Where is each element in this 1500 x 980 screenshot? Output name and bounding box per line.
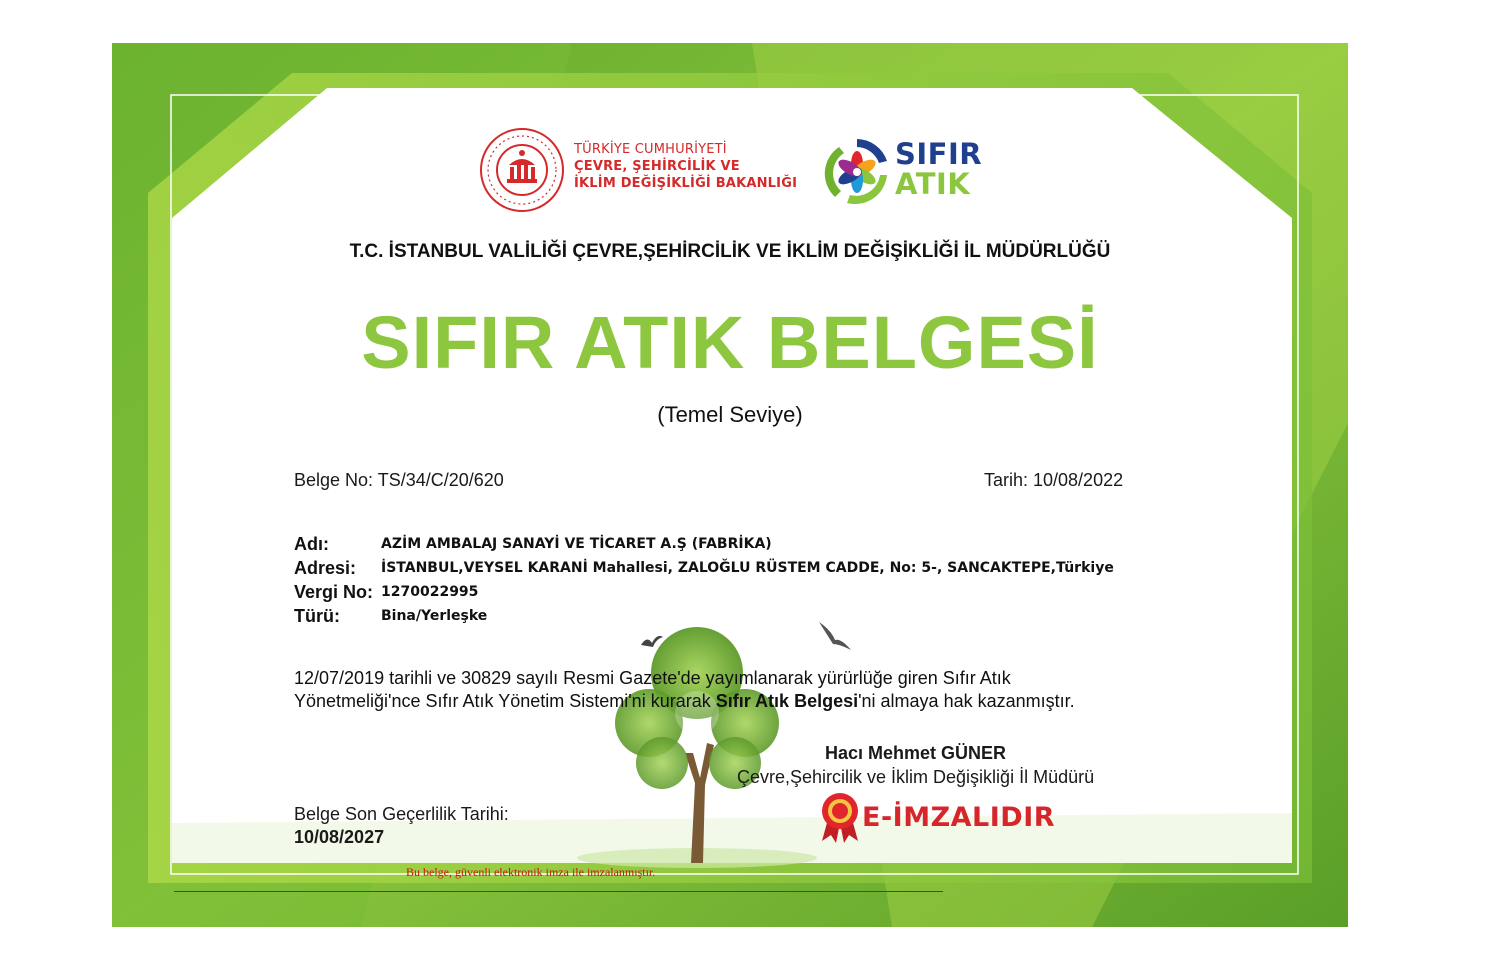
tax-number-value: 1270022995 xyxy=(381,584,479,600)
validity-date: 10/08/2027 xyxy=(294,827,385,847)
validity-label: Belge Son Geçerlilik Tarihi: xyxy=(294,804,509,824)
certificate-title: SIFIR ATIK BELGESİ xyxy=(361,301,1099,384)
zero-waste-logo-text xyxy=(895,139,982,199)
bird-icon xyxy=(817,620,853,652)
ministry-line-1: TÜRKİYE CUMHURİYETİ xyxy=(574,142,727,157)
address-label: Adresi: xyxy=(294,558,357,578)
name-label: Adı: xyxy=(294,534,329,554)
certificate-level: (Temel Seviye) xyxy=(657,402,803,427)
signer-name: Hacı Mehmet GÜNER xyxy=(825,743,1007,763)
statement-line-2 xyxy=(294,690,1144,713)
statement-line-1: 12/07/2019 tarihli ve 30829 sayılı Resmi Gazete'de yayımlanarak yürürlüğe giren Sıfır Atık xyxy=(294,668,1011,688)
zero-waste-word-2: ATIK xyxy=(895,167,971,201)
tax-number-label: Vergi No: xyxy=(294,582,374,602)
footer-divider xyxy=(174,891,943,892)
ministry-line-2: ÇEVRE, ŞEHİRCİLİK VE xyxy=(574,159,740,174)
address-value: İSTANBUL,VEYSEL KARANİ Mahallesi, ZALOĞLU RÜSTEM CADDE, No: 5-, SANCAKTEPE,Türkiye xyxy=(381,560,1114,576)
zero-waste-logo-icon xyxy=(821,135,893,207)
directorate-heading: T.C. İSTANBUL VALİLİĞİ ÇEVRE,ŞEHİRCİLİK VE İKLİM DEĞİŞİKLİĞİ İL MÜDÜRLÜĞÜ xyxy=(349,241,1111,262)
statement-line-2-bold: Sıfır Atık Belgesi xyxy=(715,691,859,711)
e-signature-stamp: E-İMZALIDIR xyxy=(862,802,1056,833)
ministry-emblem-icon xyxy=(479,127,565,213)
statement-line-2-suffix: 'ni almaya hak kazanmıştır. xyxy=(858,691,1075,711)
certificate-statement xyxy=(294,667,1144,713)
type-label: Türü: xyxy=(294,606,340,626)
ministry-name xyxy=(574,141,797,192)
ministry-line-3: İKLİM DEĞİŞİKLİĞİ BAKANLIĞI xyxy=(574,176,798,191)
footer-note: Bu belge, güvenli elektronik imza ile imzalanmıştır. xyxy=(406,865,656,879)
type-value: Bina/Yerleşke xyxy=(381,608,488,624)
award-ribbon-icon xyxy=(818,791,862,843)
document-date: Tarih: 10/08/2022 xyxy=(984,470,1124,490)
signer-title: Çevre,Şehircilik ve İklim Değişikliği İl Müdürü xyxy=(737,767,1095,787)
bird-icon xyxy=(639,631,665,653)
recycling-tree-illustration xyxy=(567,613,827,868)
statement-line-2-prefix: Yönetmeliği'nce Sıfır Atık Yönetim Sistemi'ni kurarak xyxy=(294,691,716,711)
name-value: AZİM AMBALAJ SANAYİ VE TİCARET A.Ş (FABRİKA) xyxy=(381,536,772,552)
document-number: Belge No: TS/34/C/20/620 xyxy=(294,470,504,490)
certificate-frame xyxy=(112,43,1348,927)
zero-waste-word-1: SIFIR xyxy=(895,137,983,171)
